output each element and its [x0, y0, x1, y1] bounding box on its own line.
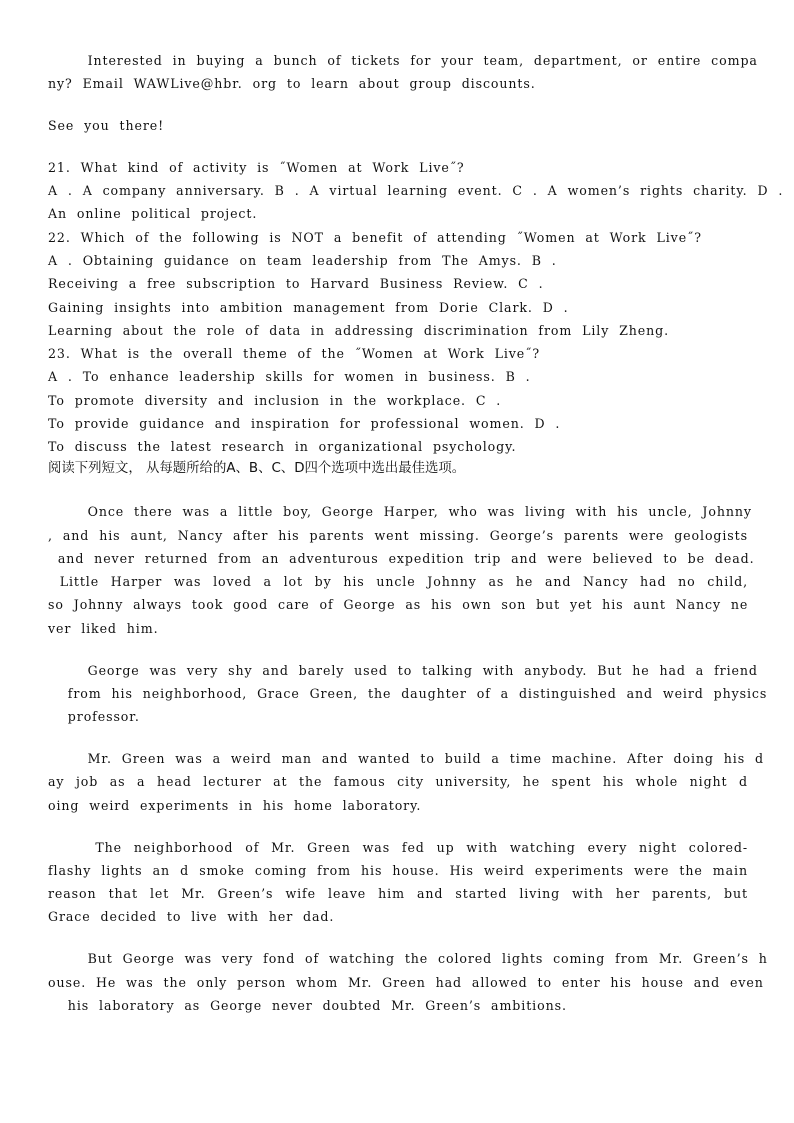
story-p5-line-3: his laboratory as George never doubted Mr. Green’s ambitions. — [48, 998, 567, 1013]
story-p4-line-2: flashy lights an d smoke coming from his house. His weird experiments were the main — [48, 863, 748, 878]
question-22-options-line-2: Receiving a free subscription to Harvard Business Review. C . — [48, 276, 544, 291]
question-23-options-line-4: To discuss the latest research in organizational psychology. — [48, 439, 517, 454]
ad-line-2: ny? Email WAWLive@hbr. org to learn about group discounts. — [48, 76, 536, 91]
story-p5-line-2: ouse. He was the only person whom Mr. Green had allowed to enter his house and even — [48, 975, 764, 990]
story-p3-line-1: Mr. Green was a weird man and wanted to build a time machine. After doing his d — [48, 751, 764, 766]
story-p4-line-3: reason that let Mr. Green’s wife leave him and started living with her parents, but — [48, 886, 748, 901]
question-21-stem: 21. What kind of activity is ˝Women at Work Live˝? — [48, 160, 465, 175]
story-p1-line-2: , and his aunt, Nancy after his parents went missing. George’s parents were geologists — [48, 528, 748, 543]
question-22-options-line-4: Learning about the role of data in addressing discrimination from Lily Zheng. — [48, 323, 670, 338]
see-you-there: See you there! — [48, 118, 165, 133]
question-22-stem: 22. Which of the following is NOT a benefit of attending ˝Women at Work Live˝? — [48, 230, 702, 245]
story-p4-line-4: Grace decided to live with her dad. — [48, 909, 335, 924]
question-23-options-line-3: To provide guidance and inspiration for professional women. D . — [48, 416, 561, 431]
question-21-options-line-2: An online political project. — [48, 206, 258, 221]
ad-line-1: Interested in buying a bunch of tickets for your team, department, or entire compa — [48, 53, 758, 68]
story-p1-line-6: ver liked him. — [48, 621, 159, 636]
story-p3-line-2: ay job as a head lecturer at the famous city university, he spent his whole night d — [48, 774, 748, 789]
story-p2-line-2: from his neighborhood, Grace Green, the daughter of a distinguished and weird physics — [48, 686, 768, 701]
story-p1-line-5: so Johnny always took good care of George as his own son but yet his aunt Nancy ne — [48, 597, 749, 612]
story-p1-line-4: Little Harper was loved a lot by his uncle Johnny as he and Nancy had no child, — [48, 574, 748, 589]
question-22-options-line-1: A . Obtaining guidance on team leadership from The Amys. B . — [48, 253, 557, 268]
story-p5-line-1: But George was very fond of watching the colored lights coming from Mr. Green’s h — [48, 951, 768, 966]
question-23-options-line-2: To promote diversity and inclusion in the workplace. C . — [48, 393, 502, 408]
question-21-options-line-1: A . A company anniversary. B . A virtual learning event. C . A women’s rights charity. D . — [48, 183, 784, 198]
story-p1-line-1: Once there was a little boy, George Harper, who was living with his uncle, Johnny — [48, 504, 752, 519]
story-p4-line-1: The neighborhood of Mr. Green was fed up with watching every night colored- — [48, 840, 748, 855]
question-23-stem: 23. What is the overall theme of the ˝Women at Work Live˝? — [48, 346, 540, 361]
question-22-options-line-3: Gaining insights into ambition management from Dorie Clark. D . — [48, 300, 569, 315]
story-p1-line-3: and never returned from an adventurous expedition trip and were believed to be dead. — [48, 551, 755, 566]
question-23-options-line-1: A . To enhance leadership skills for women in business. B . — [48, 369, 531, 384]
story-p2-line-1: George was very shy and barely used to talking with anybody. But he had a friend — [48, 663, 758, 678]
story-p3-line-3: oing weird experiments in his home laboratory. — [48, 798, 422, 813]
reading-instruction: 阅读下列短文， 从每题所给的A、B、C、D四个选项中选出最佳选项。 — [48, 461, 466, 476]
story-p2-line-3: professor. — [48, 709, 140, 724]
